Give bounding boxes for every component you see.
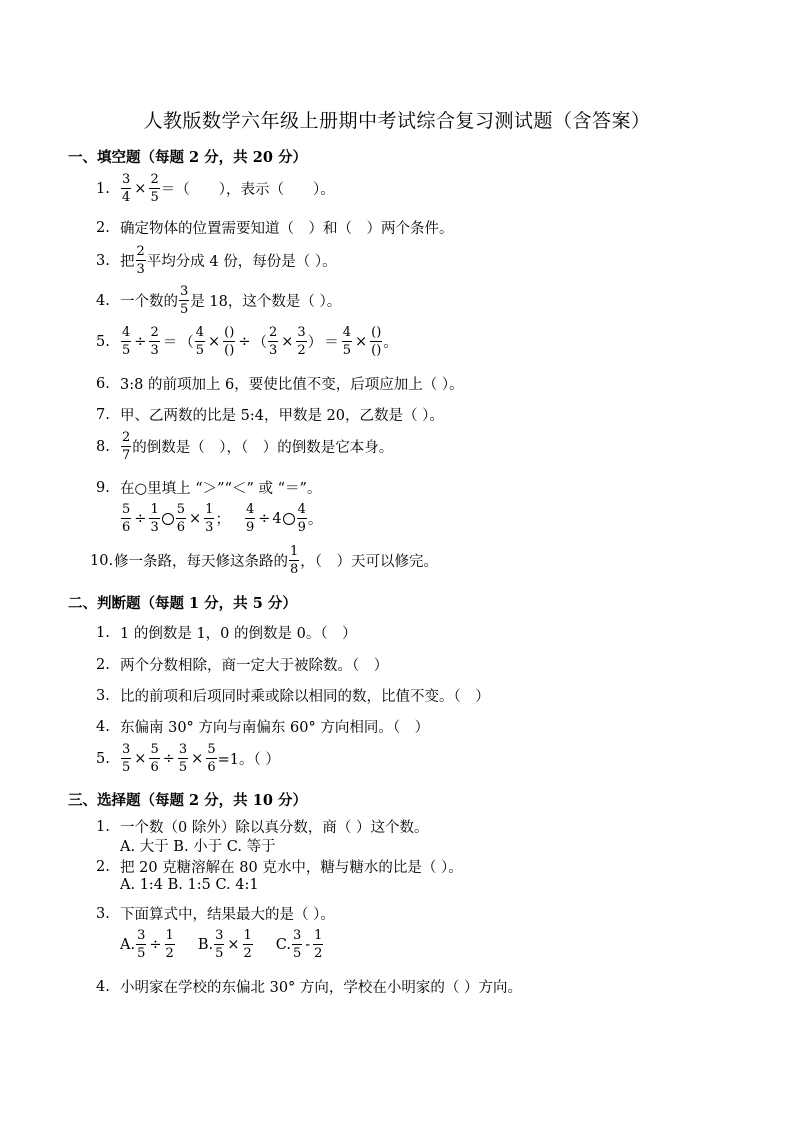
judge-5: 5. $\frac{3}{5}$ × $\frac{5}{6}$ ÷ $\frac{3}{5}$ × $\frac{5}{6}$ =1。（ ） [96,742,280,775]
question-5: 5. $\frac{4}{5}$ ÷ $\frac{2}{3}$ ＝ （ $\frac{4}{5}$ × $\frac{()}{()}$ ÷ （ $\frac{2}{3}$ × $\frac{3}{2}$ ） ＝ $\frac{4}{5}$ × $\frac{()}{()}$ 。 [96,325,398,358]
question-10: 10. 修一条路，每天修这条路的 $\frac{1}{8}$ ，（ ）天可以修完。 [90,544,439,577]
blank-fraction[interactable]: $\frac{()}{()}$ [371,325,382,358]
choice-2-options[interactable]: A. 1:4 B. 1:5 C. 4:1 [120,877,259,893]
fraction: $\frac{3}{5}$ [180,284,189,317]
choice-3: 3. 下面算式中，结果最大的是（ ）。 [96,905,335,923]
judge-1: 1. 1 的倒数是 1，0 的倒数是 0。（ ） [96,624,357,642]
section-heading-true-false: 二、判断题（每题 1 分，共 5 分） [68,595,297,612]
question-1: 1. $\frac{3}{4}$ × $\frac{2}{5}$ ＝（ ），表示（ ）。 [96,172,335,205]
question-8: 8. $\frac{2}{7}$ 的倒数是（ ），（ ）的倒数是它本身。 [96,430,394,463]
page-title: 人教版数学六年级上册期中考试综合复习测试题（含答案） [143,110,651,132]
compare-circle[interactable] [162,513,174,525]
fraction: $\frac{3}{4}$ [122,172,131,205]
fraction: $\frac{2}{5}$ [150,172,159,205]
judge-4: 4. 东偏南 30° 方向与南偏东 60° 方向相同。（ ） [96,718,430,736]
question-7: 7. 甲、乙两数的比是 5:4，甲数是 20，乙数是（ ）。 [96,406,444,424]
section-heading-fill-in: 一、填空题（每题 2 分，共 20 分） [68,149,307,166]
choice-2: 2. 把 20 克糖溶解在 80 克水中，糖与糖水的比是（ ）。 [96,858,463,876]
question-3: 3. 把 $\frac{2}{3}$ 平均分成 4 份，每份是（ ）。 [96,244,337,277]
fraction: $\frac{2}{7}$ [122,430,131,463]
fraction: $\frac{1}{8}$ [290,544,299,577]
question-9: 9. 在○里填上 “＞”“＜” 或 “＝”。 [96,479,322,497]
question-6: 6. 3:8 的前项加上 6，要使比值不变，后项应加上（ ）。 [96,375,464,393]
choice-3-options[interactable]: A. $\frac{3}{5}$ ÷ $\frac{1}{2}$ B. $\frac{3}{5}$ × $\frac{1}{2}$ C. $\frac{3}{5}$ - $\frac{1}{2}$ [120,928,323,961]
question-4: 4. 一个数的 $\frac{3}{5}$ 是 18，这个数是（ ）。 [96,284,342,317]
fraction: $\frac{2}{3}$ [136,244,145,277]
blank-fraction[interactable]: $\frac{()}{()}$ [224,325,235,358]
choice-1-options[interactable]: A. 大于 B. 小于 C. 等于 [120,839,276,855]
choice-4: 4. 小明家在学校的东偏北 30° 方向，学校在小明家的（ ）方向。 [96,978,523,996]
compare-circle[interactable] [283,513,295,525]
choice-1: 1. 一个数（0 除外）除以真分数，商（ ）这个数。 [96,818,429,836]
question-2: 2. 确定物体的位置需要知道（ ）和（ ）两个条件。 [96,219,454,237]
judge-2: 2. 两个分数相除，商一定大于被除数。（ ） [96,656,389,674]
section-heading-choice: 三、选择题（每题 2 分，共 10 分） [68,792,307,809]
question-9-expressions: $\frac{5}{6}$ ÷ $\frac{1}{3}$ $\frac{5}{6}$ × $\frac{1}{3}$ ； $\frac{4}{9}$ ÷ 4 $\frac{4}{9}$ 。 [122,502,323,535]
judge-3: 3. 比的前项和后项同时乘或除以相同的数，比值不变。（ ） [96,687,490,705]
